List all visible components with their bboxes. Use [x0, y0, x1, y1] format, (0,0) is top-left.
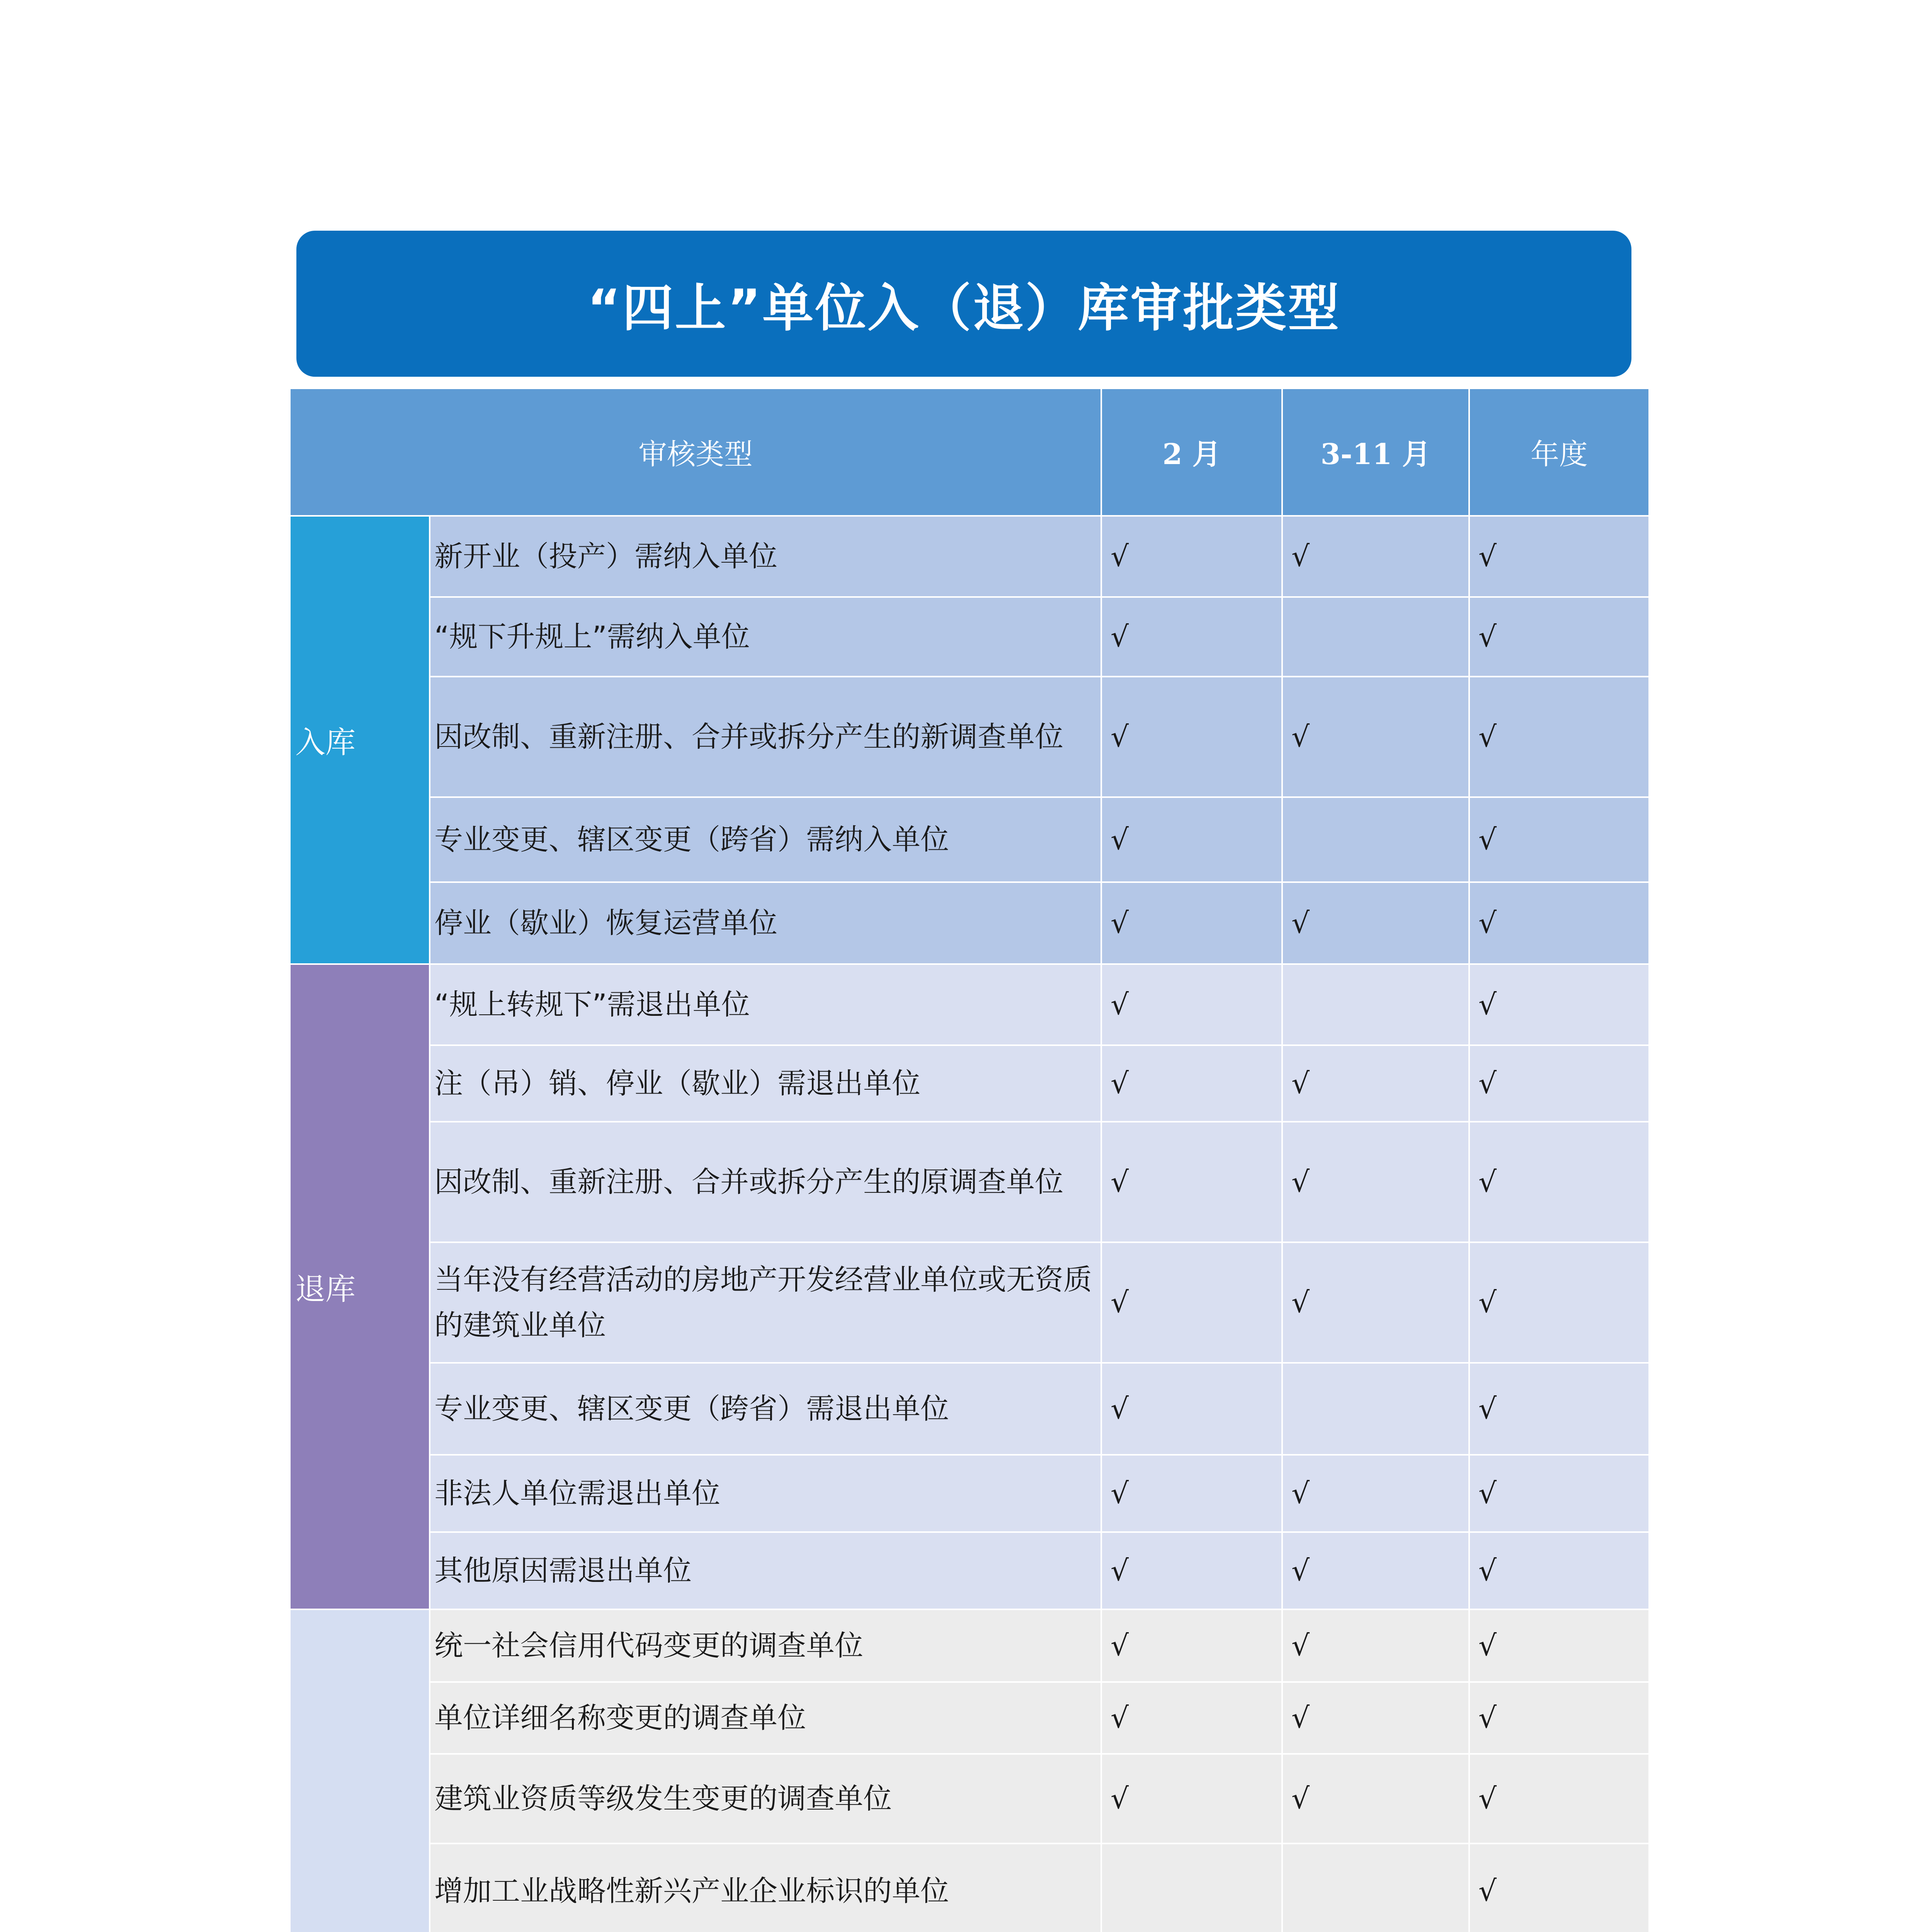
table-row: [290, 1045, 1649, 1122]
check-annual: √: [1469, 1242, 1649, 1363]
row-description: 停业（歇业）恢复运营单位: [430, 882, 1101, 964]
check-march-november: [1282, 797, 1469, 882]
check-february: √: [1101, 516, 1282, 597]
check-annual: √: [1469, 516, 1649, 597]
header-annual: 年度: [1469, 388, 1649, 516]
check-march-november: √: [1282, 1455, 1469, 1532]
check-annual: √: [1469, 964, 1649, 1045]
table-row: [290, 1844, 1649, 1932]
check-annual: √: [1469, 1532, 1649, 1609]
check-annual: √: [1469, 597, 1649, 677]
check-march-november: [1282, 1363, 1469, 1455]
row-description: 当年没有经营活动的房地产开发经营业单位或无资质的建筑业单位: [430, 1242, 1101, 1363]
table-row: [290, 1682, 1649, 1754]
check-annual: √: [1469, 1609, 1649, 1682]
row-description: 建筑业资质等级发生变更的调查单位: [430, 1754, 1101, 1844]
check-march-november: √: [1282, 677, 1469, 797]
check-annual: √: [1469, 797, 1649, 882]
check-annual: √: [1469, 1045, 1649, 1122]
row-description: “规上转规下”需退出单位: [430, 964, 1101, 1045]
header-march-november: 3-11 月: [1282, 388, 1469, 516]
table-row: [290, 964, 1649, 1045]
check-annual: √: [1469, 1754, 1649, 1844]
table-row: [290, 1754, 1649, 1844]
check-march-november: [1282, 597, 1469, 677]
row-description: 单位详细名称变更的调查单位: [430, 1682, 1101, 1754]
check-february: √: [1101, 597, 1282, 677]
check-march-november: √: [1282, 1242, 1469, 1363]
row-description: 因改制、重新注册、合并或拆分产生的新调查单位: [430, 677, 1101, 797]
check-march-november: √: [1282, 1682, 1469, 1754]
table-row: [290, 677, 1649, 797]
row-description: 新开业（投产）需纳入单位: [430, 516, 1101, 597]
header-february: 2 月: [1101, 388, 1282, 516]
group-label-tuiku: 退库: [290, 964, 430, 1609]
group-label-biangeng: [290, 1609, 430, 1932]
check-march-november: √: [1282, 1609, 1469, 1682]
check-february: √: [1101, 964, 1282, 1045]
check-february: √: [1101, 1242, 1282, 1363]
check-february: √: [1101, 882, 1282, 964]
row-description: 统一社会信用代码变更的调查单位: [430, 1609, 1101, 1682]
check-february: √: [1101, 1122, 1282, 1242]
table-row: [290, 597, 1649, 677]
check-february: √: [1101, 677, 1282, 797]
page-title: “四上”单位入（退）库审批类型: [587, 279, 1341, 338]
table-row: [290, 516, 1649, 597]
approval-type-table: [289, 388, 1650, 1932]
row-description: 增加工业战略性新兴产业企业标识的单位: [430, 1844, 1101, 1932]
table-row: [290, 1532, 1649, 1609]
table-row: [290, 1609, 1649, 1682]
check-march-november: √: [1282, 882, 1469, 964]
check-february: √: [1101, 1045, 1282, 1122]
check-annual: √: [1469, 1844, 1649, 1932]
check-march-november: √: [1282, 1532, 1469, 1609]
check-february: √: [1101, 1532, 1282, 1609]
check-annual: √: [1469, 1363, 1649, 1455]
check-march-november: [1282, 1844, 1469, 1932]
row-description: 注（吊）销、停业（歇业）需退出单位: [430, 1045, 1101, 1122]
table-header-row: [290, 388, 1649, 516]
check-february: [1101, 1844, 1282, 1932]
check-annual: √: [1469, 1455, 1649, 1532]
header-review-type: 审核类型: [290, 388, 1101, 516]
row-description: 非法人单位需退出单位: [430, 1455, 1101, 1532]
row-description: 专业变更、辖区变更（跨省）需纳入单位: [430, 797, 1101, 882]
check-february: √: [1101, 1754, 1282, 1844]
check-annual: √: [1469, 1682, 1649, 1754]
row-description: 专业变更、辖区变更（跨省）需退出单位: [430, 1363, 1101, 1455]
check-march-november: [1282, 964, 1469, 1045]
check-march-november: √: [1282, 1754, 1469, 1844]
check-annual: √: [1469, 677, 1649, 797]
table-row: [290, 1122, 1649, 1242]
group-label-ruku: 入库: [290, 516, 430, 964]
check-march-november: √: [1282, 516, 1469, 597]
check-february: √: [1101, 797, 1282, 882]
table-row: [290, 1363, 1649, 1455]
row-description: 因改制、重新注册、合并或拆分产生的原调查单位: [430, 1122, 1101, 1242]
row-description: 其他原因需退出单位: [430, 1532, 1101, 1609]
check-annual: √: [1469, 1122, 1649, 1242]
check-february: √: [1101, 1455, 1282, 1532]
check-annual: √: [1469, 882, 1649, 964]
check-february: √: [1101, 1682, 1282, 1754]
check-february: √: [1101, 1609, 1282, 1682]
table-row: [290, 1455, 1649, 1532]
table-row: [290, 797, 1649, 882]
check-march-november: √: [1282, 1122, 1469, 1242]
table-row: [290, 1242, 1649, 1363]
row-description: “规下升规上”需纳入单位: [430, 597, 1101, 677]
check-february: √: [1101, 1363, 1282, 1455]
table-row: [290, 882, 1649, 964]
check-march-november: √: [1282, 1045, 1469, 1122]
title-banner: [296, 231, 1631, 377]
